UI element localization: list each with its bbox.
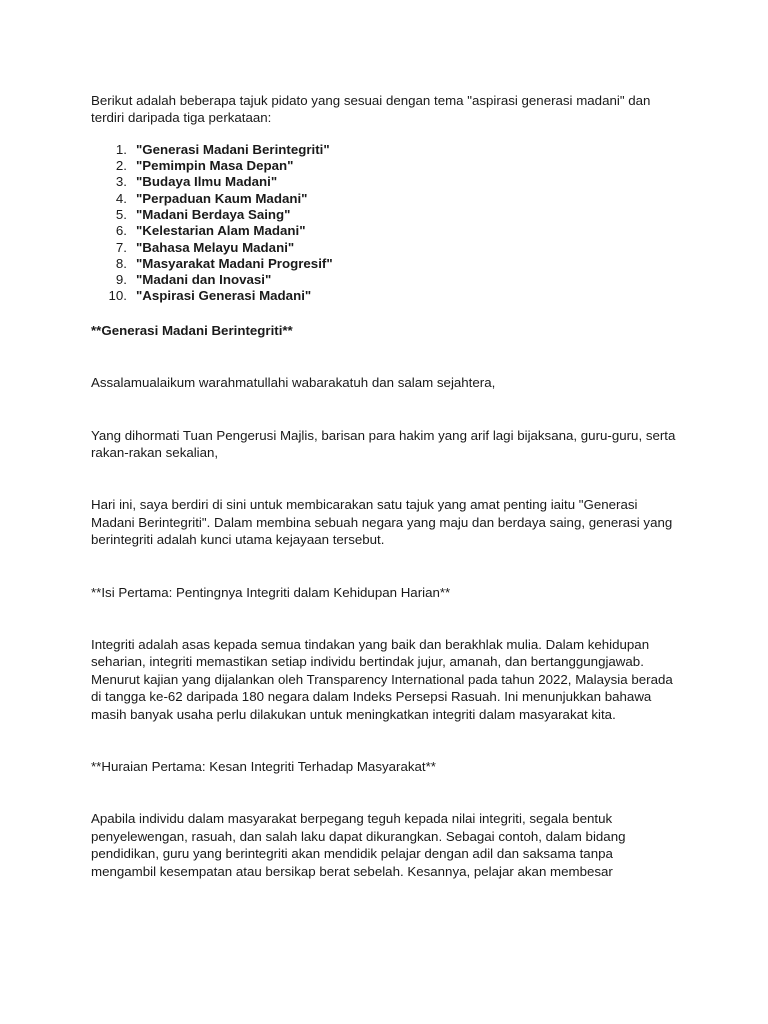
opening-paragraph: Hari ini, saya berdiri di sini untuk membicarakan satu tajuk yang amat penting iaitu "Generasi Madani Berintegriti". Dalam membina sebuah negara yang maju dan berdaya saing, generasi yang berintegriti adalah kunci utama kejayaan tersebut.: [91, 497, 673, 548]
section-heading-isi-pertama: **Isi Pertama: Pentingnya Integriti dalam Kehidupan Harian**: [91, 584, 451, 600]
list-item: [91, 158, 681, 174]
greeting-paragraph: Assalamualaikum warahmatullahi wabarakatuh dan salam sejahtera,: [91, 375, 496, 391]
list-item: [91, 142, 681, 158]
list-item: [91, 174, 681, 190]
list-item-text: "Bahasa Melayu Madani": [136, 239, 295, 255]
list-item-text: "Madani dan Inovasi": [136, 272, 272, 288]
list-number: 5.: [115, 207, 127, 222]
list-number: 4.: [115, 190, 127, 206]
list-item-text: "Pemimpin Masa Depan": [136, 158, 294, 174]
list-item: [91, 288, 681, 304]
list-item-text: "Perpaduan Kaum Madani": [136, 190, 308, 206]
speech-title: **Generasi Madani Berintegriti**: [91, 322, 293, 338]
list-item: [91, 256, 681, 272]
list-item: [91, 240, 681, 256]
list-item-text: "Kelestarian Alam Madani": [136, 223, 306, 239]
list-item-text: "Generasi Madani Berintegriti": [136, 141, 330, 157]
list-number: 9.: [115, 272, 127, 288]
list-number: 8.: [115, 255, 127, 271]
isi-pertama-paragraph: Integriti adalah asas kepada semua tindakan yang baik dan berakhlak mulia. Dalam kehidupan seharian, integriti memastikan setiap individu bertindak jujur, amanah, dan bertanggungjawab. Menurut kajian yang dijalankan oleh Transparency International pada tahun 2022, Malaysia berada di tangga ke-62 daripada 180 negara dalam Indeks Persepsi Rasuah. Ini menunjukkan bahawa masih banyak usaha perlu dilakukan untuk meningkatkan integriti dalam masyarakat kita.: [91, 637, 673, 722]
intro-paragraph: Berikut adalah beberapa tajuk pidato yang sesuai dengan tema "aspirasi generasi madani" dan terdiri daripada tiga perkataan:: [91, 93, 651, 126]
list-item-text: "Masyarakat Madani Progresif": [136, 255, 333, 271]
list-number: 10.: [108, 288, 127, 304]
list-item: [91, 207, 681, 223]
list-item-text: "Madani Berdaya Saing": [136, 207, 291, 222]
list-number: 6.: [115, 223, 127, 239]
list-number: 3.: [115, 174, 127, 190]
list-number: 2.: [115, 158, 127, 174]
title-list: [91, 142, 681, 305]
list-number: 7.: [115, 239, 127, 255]
address-paragraph: Yang dihormati Tuan Pengerusi Majlis, barisan para hakim yang arif lagi bijaksana, guru-guru, serta rakan-rakan sekalian,: [91, 427, 676, 460]
list-item: [91, 272, 681, 288]
huraian-pertama-paragraph: Apabila individu dalam masyarakat berpegang teguh kepada nilai integriti, segala bentuk penyelewengan, rasuah, dan salah laku dapat dikurangkan. Sebagai contoh, dalam bidang pendidikan, guru yang berintegriti akan mendidik pelajar dengan adil dan saksama tanpa mengambil kesempatan atau bersikap berat sebelah. Kesannya, pelajar akan membesar: [91, 811, 626, 879]
document-page: [91, 92, 681, 880]
list-number: 1.: [115, 141, 127, 157]
list-item: [91, 191, 681, 207]
section-heading-huraian-pertama: **Huraian Pertama: Kesan Integriti Terhadap Masyarakat**: [91, 759, 436, 775]
list-item: [91, 223, 681, 239]
list-item-text: "Budaya Ilmu Madani": [136, 174, 278, 190]
list-item-text: "Aspirasi Generasi Madani": [136, 288, 312, 304]
